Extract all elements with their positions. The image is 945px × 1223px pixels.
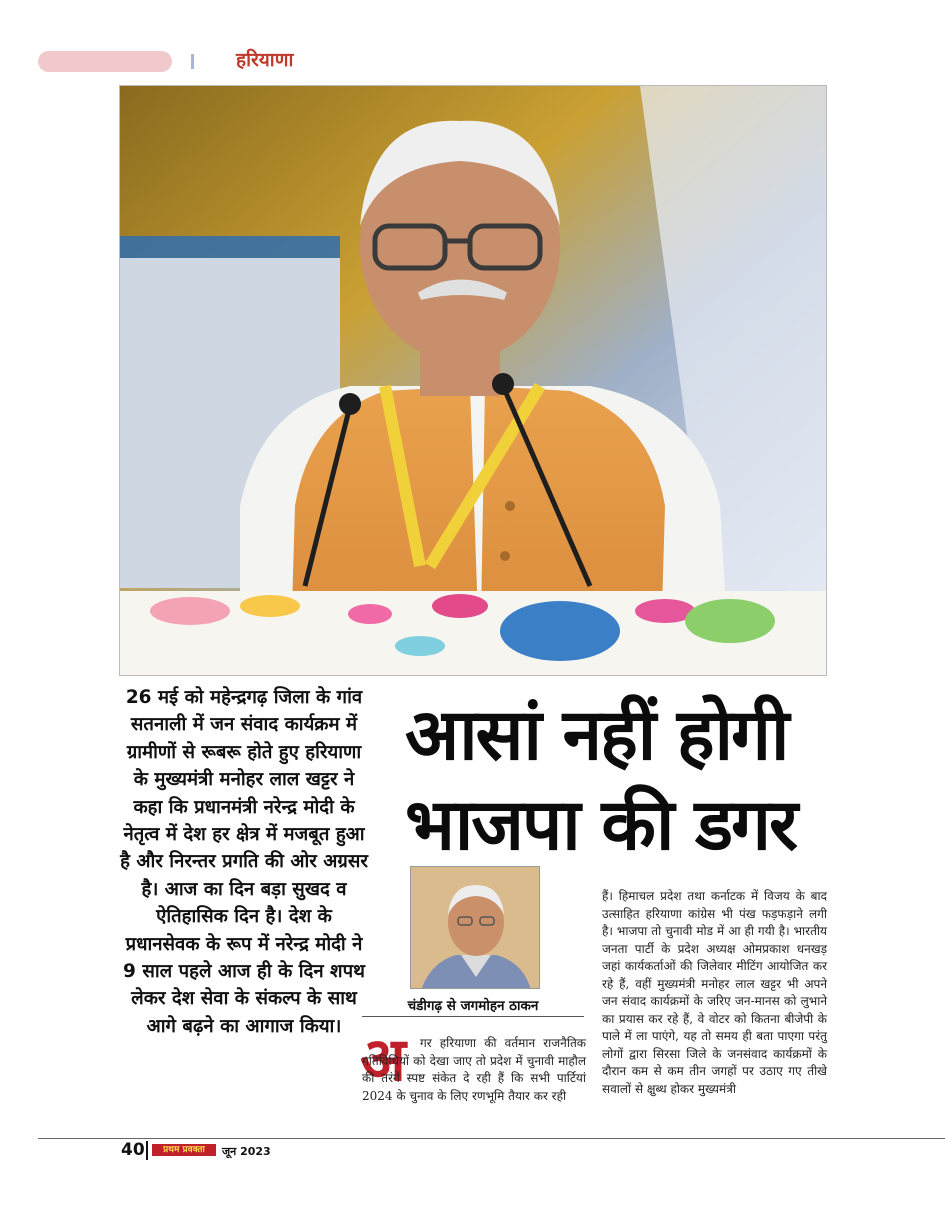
article-byline: चंडीगढ़ से जगमोहन ठाकन: [407, 998, 539, 1014]
main-photo: [119, 85, 827, 676]
author-portrait-illustration: [411, 867, 540, 989]
headline-line-2: भाजपा की डगर: [405, 783, 797, 866]
footer-separator: [146, 1141, 148, 1160]
header-separator: [191, 54, 194, 69]
body-paragraph-1: गर हरियाणा की वर्तमान राजनैतिक गतिविधियों को देखा जाए तो प्रदेश में चुनावी माहौल की तरंगें स्पष्ट संकेत दे रही हैं कि सभी पार्टियां 2024 के चुनाव के लिए रणभूमि तैयार कर रही: [362, 1036, 586, 1103]
section-title: हरियाणा: [236, 49, 294, 71]
author-photo: [410, 866, 540, 989]
byline-divider: [362, 1016, 584, 1017]
header-pill-decoration: [38, 51, 172, 72]
issue-date: जून 2023: [222, 1145, 271, 1158]
article-headline: [405, 690, 835, 870]
article-body-column-2: हैं। हिमाचल प्रदेश तथा कर्नाटक में विजय के बाद उत्साहित हरियाणा कांग्रेस भी पंख फड़फड़ाने लगी है। भाजपा तो चुनावी मोड में आ ही गयी है। भारतीय जनता पार्टी के प्रदेश अध्यक्ष ओमप्रकाश धनखड़ जहां कार्यकर्ताओं की जिलेवार मीटिंग आयोजित कर रहे हैं, वहीं मुख्यमंत्री मनोहर लाल खट्टर भी अपने जन संवाद कार्यक्रमों के जरिए जन-मानस को लुभाने का प्रयास कर रहे हैं, वे वोटर को कितना बीजेपी के पाले में ला पाएंगे, यह तो समय ही बता पाएगा परंतु लोगों द्वारा सिरसा जिले के जनसंवाद कार्यक्रमों के दौरान कम से कम तीन जगहों पर उठाए गए तीखे सवालों से क्षुब्ध होकर मुख्यमंत्री: [602, 889, 827, 1096]
headline-line-1: आसां नहीं होगी: [405, 693, 788, 776]
article-body-column-1: [362, 1035, 586, 1105]
page-number: 40: [121, 1140, 145, 1160]
lead-paragraph: 26 मई को महेन्द्रगढ़ जिला के गांव सतनाली में जन संवाद कार्यक्रम में ग्रामीणों से रूबरू होते हुए हरियाणा के मुख्यमंत्री मनोहर लाल खट्टर ने कहा कि प्रधानमंत्री नरेन्द्र मोदी के नेतृत्व में देश हर क्षेत्र में मजबूत हुआ है और निरन्तर प्रगति की ओर अग्रसर है। आज का दिन बड़ा सुखद व ऐतिहासिक दिन है। देश के प्रधानसेवक के रूप में नरेन्द्र मोदी ने 9 साल पहले आज ही के दिन शपथ लेकर देश सेवा के संकल्प के साथ आगे बढ़ने का आगाज किया।: [120, 687, 368, 1037]
speaker-at-podium-illustration: [120, 86, 827, 676]
footer-divider: [38, 1138, 945, 1139]
drop-cap: अ: [360, 1025, 406, 1095]
magazine-logo: प्रथम प्रवक्ता: [152, 1144, 216, 1156]
